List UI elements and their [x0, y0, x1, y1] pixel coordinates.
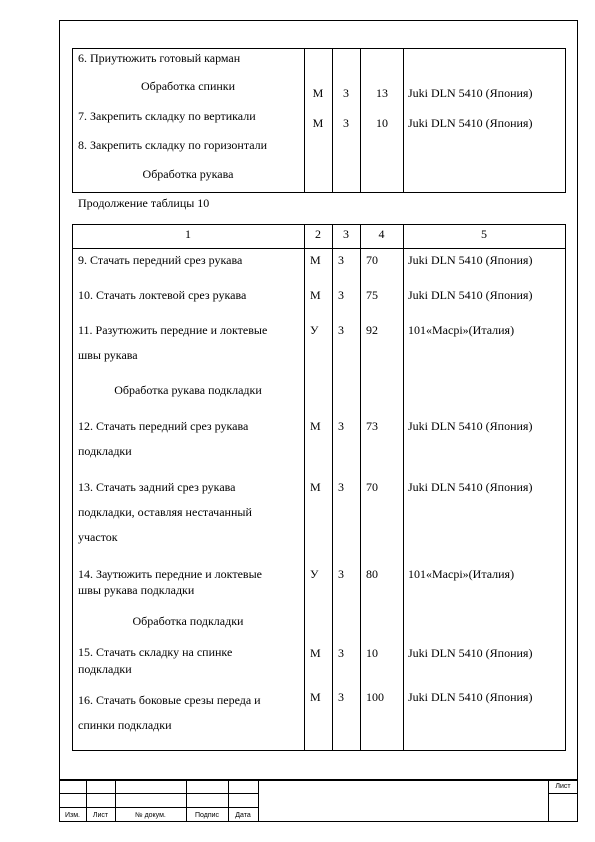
section-heading: Обработка рукава — [142, 167, 234, 181]
table-cell: 3 — [338, 288, 344, 302]
table-cell: 3 — [338, 253, 344, 267]
table-cell-operation: 9. Стачать передний срез рукава — [78, 253, 243, 267]
stamp-label-change: Изм. — [65, 812, 80, 819]
column-header: 2 — [315, 227, 321, 241]
table-cell-operation: 11. Разутюжить передние и локтевые — [78, 323, 268, 337]
table-cell-operation: участок — [78, 530, 118, 544]
table-cell-equipment: Juki DLN 5410 (Япония) — [408, 253, 533, 267]
stamp-label-sheet: Лист — [92, 812, 109, 819]
table-cell: 3 — [343, 116, 349, 130]
stamp-label-doc-number: № докум. — [135, 812, 166, 819]
table-cell-operation: 10. Стачать локтевой срез рукава — [78, 288, 247, 302]
column-header: 1 — [185, 227, 191, 241]
table-cell: М — [310, 253, 321, 267]
table-cell: 3 — [338, 567, 344, 581]
table-cell-operation: 6. Приутюжить готовый карман — [78, 51, 241, 65]
column-header: 3 — [343, 227, 349, 241]
table-cell-operation: швы рукава подкладки — [78, 583, 195, 597]
table-cell-operation: подкладки, оставляя нестачанный — [78, 505, 252, 519]
table-cell: М — [312, 86, 324, 100]
table-cell: 3 — [338, 646, 344, 660]
table-cell: 3 — [338, 690, 344, 704]
table-cell-operation: 15. Стачать складку на спинке — [78, 645, 233, 659]
table-cell: 73 — [366, 419, 378, 433]
table-cell-operation: 8. Закрепить складку по горизонтали — [78, 138, 268, 152]
table-cell: М — [310, 288, 321, 302]
table-cell: 75 — [366, 288, 378, 302]
table-cell: 70 — [366, 253, 378, 267]
table-cell-operation: 16. Стачать боковые срезы переда и — [78, 693, 261, 707]
table-cell-equipment: Juki DLN 5410 (Япония) — [408, 288, 533, 302]
table-cell-operation: подкладки — [78, 662, 132, 676]
table-cell-equipment: Juki DLN 5410 (Япония) — [408, 480, 533, 494]
sheet-number-label: Лист — [555, 783, 571, 790]
column-header: 5 — [481, 227, 487, 241]
table-cell-equipment: Juki DLN 5410 (Япония) — [408, 419, 533, 433]
table-cell: У — [310, 323, 319, 337]
table-cell-equipment: Juki DLN 5410 (Япония) — [408, 86, 533, 100]
section-heading: Обработка подкладки — [132, 614, 244, 628]
table-cell: 10 — [366, 646, 378, 660]
table-cell: 70 — [366, 480, 378, 494]
section-heading: Обработка рукава подкладки — [114, 383, 262, 397]
section-heading: Обработка спинки — [140, 79, 236, 93]
table-cell-equipment: Juki DLN 5410 (Япония) — [408, 690, 533, 704]
table-cell: 3 — [343, 86, 349, 100]
table-cell-operation: 7. Закрепить складку по вертикали — [78, 109, 256, 123]
table-cell-equipment: 101«Macpi»(Италия) — [408, 323, 515, 337]
table-cell: У — [310, 567, 319, 581]
table-cell: М — [310, 419, 321, 433]
continuation-caption: Продолжение таблицы 10 — [78, 196, 210, 210]
table-cell-equipment: Juki DLN 5410 (Япония) — [408, 646, 533, 660]
table-cell-operation: швы рукава — [78, 348, 138, 362]
table-cell: 3 — [338, 323, 344, 337]
table-cell-operation: 14. Заутюжить передние и локтевые — [78, 567, 262, 581]
table-cell: 3 — [338, 419, 344, 433]
table-cell: 13 — [376, 86, 388, 100]
stamp-label-signature: Подпис — [194, 812, 220, 819]
table-cell: М — [310, 480, 321, 494]
table-cell-operation: 12. Стачать передний срез рукава — [78, 419, 249, 433]
table-cell: 92 — [366, 323, 378, 337]
table-cell: М — [310, 646, 321, 660]
column-header: 4 — [378, 227, 385, 241]
table-cell: 80 — [366, 567, 378, 581]
table-cell: 10 — [376, 116, 388, 130]
table-cell-equipment: Juki DLN 5410 (Япония) — [408, 116, 533, 130]
table-cell: 100 — [366, 690, 384, 704]
stamp-label-date: Дата — [235, 812, 251, 819]
table-cell-equipment: 101«Macpi»(Италия) — [408, 567, 515, 581]
table-cell: М — [312, 116, 324, 130]
table-cell: 3 — [338, 480, 344, 494]
table-cell: М — [310, 690, 321, 704]
table-cell-operation: подкладки — [78, 444, 132, 458]
table-cell-operation: спинки подкладки — [78, 718, 172, 732]
table-cell-operation: 13. Стачать задний срез рукава — [78, 480, 236, 494]
